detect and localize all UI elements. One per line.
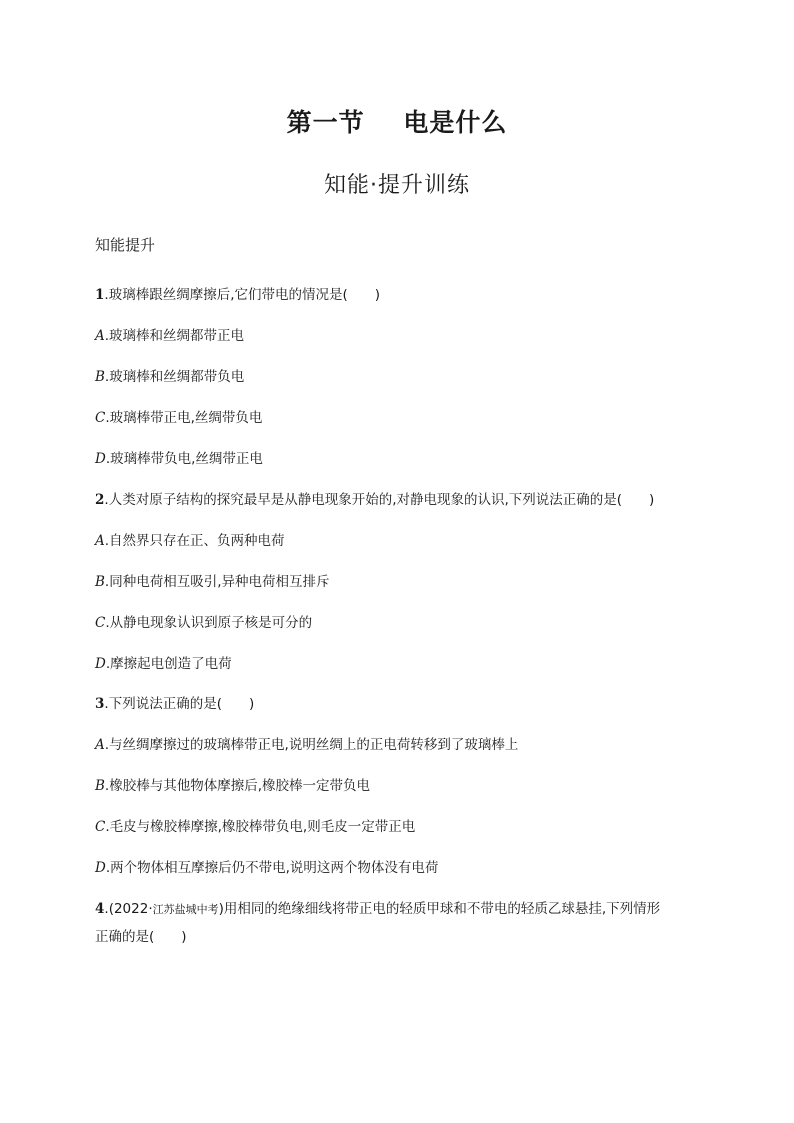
page-title: 第一节 电是什么 xyxy=(286,108,508,137)
question-2-stem xyxy=(95,490,654,510)
option-letter: A xyxy=(95,328,105,344)
option-letter: B xyxy=(95,574,105,590)
option-letter: D xyxy=(95,451,106,467)
question-1-stem xyxy=(95,285,380,305)
question-1-option-a xyxy=(95,326,244,346)
option-text: .从静电现象认识到原子核是可分的 xyxy=(105,615,313,631)
question-text: .人类对原子结构的探究最早是从静电现象开始的,对静电现象的认识,下列说法正确的是( ) xyxy=(104,492,655,508)
question-1-option-c xyxy=(95,408,262,428)
question-source-prefix: .(2022· xyxy=(104,901,153,917)
question-number: 1 xyxy=(95,287,105,303)
option-text: .玻璃棒带负电,丝绸带正电 xyxy=(105,451,263,467)
question-3-option-d xyxy=(95,858,438,878)
question-text: )用相同的绝缘细线将带正电的轻质甲球和不带电的轻质乙球悬挂,下列情形 xyxy=(218,901,661,917)
question-1-option-d xyxy=(95,449,263,469)
question-4-stem-continued xyxy=(95,927,187,947)
question-2-option-a xyxy=(95,531,285,551)
option-text: .橡胶棒与其他物体摩擦后,橡胶棒一定带负电 xyxy=(104,778,371,794)
question-3-option-b xyxy=(95,776,370,796)
option-text: .自然界只存在正、负两种电荷 xyxy=(104,533,285,549)
question-text: 正确的是( ) xyxy=(95,929,187,945)
option-letter: A xyxy=(95,737,105,753)
question-4-stem xyxy=(95,899,660,920)
option-letter: A xyxy=(95,533,105,549)
option-letter: B xyxy=(95,369,105,385)
option-letter: D xyxy=(95,656,106,672)
section-heading: 知能提升 xyxy=(95,236,156,254)
question-number: 3 xyxy=(95,696,105,712)
question-1-option-b xyxy=(95,367,244,387)
question-2-option-c xyxy=(95,613,312,633)
question-text: .下列说法正确的是( ) xyxy=(104,696,255,712)
option-letter: C xyxy=(95,819,106,835)
question-2-option-d xyxy=(95,654,232,674)
option-text: .玻璃棒和丝绸都带负电 xyxy=(104,369,245,385)
question-number: 4 xyxy=(95,901,105,917)
option-letter: C xyxy=(95,410,106,426)
option-text: .玻璃棒带正电,丝绸带负电 xyxy=(105,410,263,426)
option-text: .同种电荷相互吸引,异种电荷相互排斥 xyxy=(104,574,330,590)
option-letter: D xyxy=(95,860,106,876)
option-text: .毛皮与橡胶棒摩擦,橡胶棒带负电,则毛皮一定带正电 xyxy=(105,819,416,835)
option-letter: C xyxy=(95,615,106,631)
option-letter: B xyxy=(95,778,105,794)
option-text: .两个物体相互摩擦后仍不带电,说明这两个物体没有电荷 xyxy=(105,860,439,876)
question-3-stem xyxy=(95,694,254,714)
option-text: .玻璃棒和丝绸都带正电 xyxy=(104,328,245,344)
option-text: .摩擦起电创造了电荷 xyxy=(105,656,232,672)
question-3-option-a xyxy=(95,735,518,755)
question-number: 2 xyxy=(95,492,105,508)
question-3-option-c xyxy=(95,817,415,837)
question-text: .玻璃棒跟丝绸摩擦后,它们带电的情况是( ) xyxy=(104,287,381,303)
option-text: .与丝绸摩擦过的玻璃棒带正电,说明丝绸上的正电荷转移到了玻璃棒上 xyxy=(104,737,519,753)
question-source: 江苏盐城中考 xyxy=(152,903,219,916)
question-2-option-b xyxy=(95,572,330,592)
page-subtitle: 知能·提升训练 xyxy=(324,173,470,198)
